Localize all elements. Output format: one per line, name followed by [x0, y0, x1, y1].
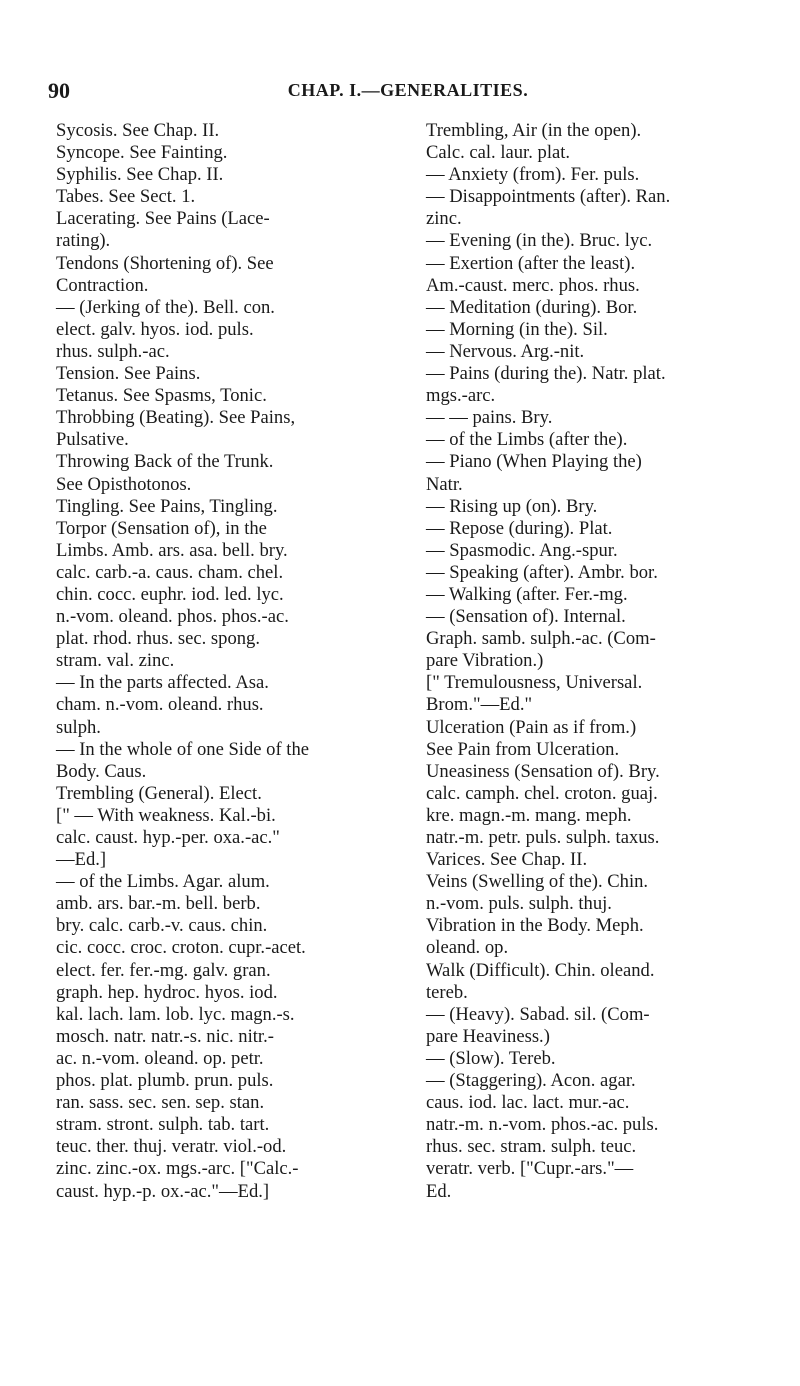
text-line: [" — With weakness. Kal.-bi.: [56, 804, 276, 826]
text-line: mgs.-arc.: [426, 385, 496, 407]
text-line: Pulsative.: [56, 429, 129, 451]
text-line: caust. hyp.-p. ox.-ac."—Ed.]: [56, 1180, 270, 1202]
text-line: pare Heaviness.): [426, 1025, 550, 1047]
text-line: elect. galv. hyos. iod. puls.: [56, 318, 254, 340]
text-line: Veins (Swelling of the). Chin.: [426, 871, 649, 893]
left-column: [56, 120, 396, 1203]
text-line: Lacerating. See Pains (Lace-: [56, 208, 270, 230]
text-line: Tabes. See Sect. 1.: [56, 186, 196, 208]
text-line: pare Vibration.): [426, 650, 544, 672]
text-line: — In the parts affected. Asa.: [56, 672, 269, 694]
text-line: caus. iod. lac. lact. mur.-ac.: [426, 1092, 630, 1114]
text-line: Syphilis. See Chap. II.: [56, 164, 224, 186]
text-line: rhus. sec. stram. sulph. teuc.: [426, 1136, 637, 1158]
text-line: — of the Limbs (after the).: [426, 429, 628, 451]
text-line: sulph.: [56, 716, 101, 738]
text-line: stram. stront. sulph. tab. tart.: [56, 1114, 270, 1136]
text-line: n.-vom. oleand. phos. phos.-ac.: [56, 606, 289, 628]
text-line: Trembling, Air (in the open).: [426, 120, 642, 141]
text-line: —Ed.]: [56, 849, 107, 871]
text-line: — Walking (after. Fer.-mg.: [426, 583, 628, 605]
text-line: See Opisthotonos.: [56, 473, 192, 495]
text-line: kre. magn.-m. mang. meph.: [426, 804, 632, 826]
text-line: Walk (Difficult). Chin. oleand.: [426, 959, 655, 981]
text-line: bry. calc. carb.-v. caus. chin.: [56, 915, 268, 937]
text-line: oleand. op.: [426, 937, 509, 959]
text-line: Syncope. See Fainting.: [56, 142, 228, 164]
text-line: — (Heavy). Sabad. sil. (Com-: [426, 1003, 650, 1025]
text-line: — Evening (in the). Bruc. lyc.: [426, 230, 653, 252]
text-line: n.-vom. puls. sulph. thuj.: [426, 893, 612, 915]
text-line: amb. ars. bar.-m. bell. berb.: [56, 893, 261, 915]
text-line: elect. fer. fer.-mg. galv. gran.: [56, 959, 271, 981]
text-line: Torpor (Sensation of), in the: [56, 517, 267, 539]
text-line: Uneasiness (Sensation of). Bry.: [426, 760, 660, 782]
text-line: calc. carb.-a. caus. cham. chel.: [56, 561, 284, 583]
text-line: Am.-caust. merc. phos. rhus.: [426, 274, 640, 296]
text-line: — In the whole of one Side of the: [56, 738, 310, 760]
text-line: kal. lach. lam. lob. lyc. magn.-s.: [56, 1003, 295, 1025]
text-line: — Morning (in the). Sil.: [426, 318, 608, 340]
text-line: Trembling (General). Elect.: [56, 782, 262, 804]
text-line: Tetanus. See Spasms, Tonic.: [56, 385, 267, 407]
text-line: ac. n.-vom. oleand. op. petr.: [56, 1047, 264, 1069]
text-line: veratr. verb. ["Cupr.-ars."—: [426, 1158, 634, 1180]
text-line: Body. Caus.: [56, 760, 147, 782]
text-line: ran. sass. sec. sen. sep. stan.: [56, 1092, 265, 1114]
text-line: Tension. See Pains.: [56, 363, 201, 385]
text-line: — Meditation (during). Bor.: [426, 296, 638, 318]
text-line: Brom."—Ed.": [426, 694, 533, 716]
running-head: CHAP. I.—GENERALITIES.: [287, 80, 529, 100]
text-line: calc. caust. hyp.-per. oxa.-ac.": [56, 827, 280, 848]
text-line: rhus. sulph.-ac.: [56, 340, 170, 362]
right-column: [426, 120, 766, 1203]
text-line: graph. hep. hydroc. hyos. iod.: [56, 981, 278, 1003]
text-line: Calc. cal. laur. plat.: [426, 142, 571, 164]
text-line: — Nervous. Arg.-nit.: [426, 340, 585, 362]
text-line: — Disappointments (after). Ran.: [426, 186, 671, 208]
text-line: — Spasmodic. Ang.-spur.: [426, 539, 618, 561]
text-line: Tendons (Shortening of). See: [56, 252, 274, 274]
text-line: Contraction.: [56, 274, 149, 296]
text-line: cic. cocc. croc. croton. cupr.-acet.: [56, 937, 306, 959]
text-line: teuc. ther. thuj. veratr. viol.-od.: [56, 1136, 287, 1158]
text-line: zinc. zinc.-ox. mgs.-arc. ["Calc.-: [56, 1158, 299, 1180]
page-header: [48, 78, 768, 104]
text-line: stram. val. zinc.: [56, 650, 175, 672]
text-line: phos. plat. plumb. prun. puls.: [56, 1070, 274, 1092]
text-line: — Anxiety (from). Fer. puls.: [426, 164, 640, 186]
text-line: tereb.: [426, 981, 468, 1003]
text-line: cham. n.-vom. oleand. rhus.: [56, 694, 264, 716]
text-line: calc. camph. chel. croton. guaj.: [426, 782, 658, 804]
text-line: — Repose (during). Plat.: [426, 517, 613, 539]
text-line: Graph. samb. sulph.-ac. (Com-: [426, 628, 656, 650]
text-line: Limbs. Amb. ars. asa. bell. bry.: [56, 539, 288, 561]
text-line: — (Slow). Tereb.: [426, 1047, 556, 1069]
text-line: Vibration in the Body. Meph.: [426, 915, 644, 937]
text-line: natr.-m. petr. puls. sulph. taxus.: [426, 827, 660, 848]
text-line: mosch. natr. natr.-s. nic. nitr.-: [56, 1025, 274, 1047]
text-line: plat. rhod. rhus. sec. spong.: [56, 628, 260, 650]
text-line: Sycosis. See Chap. II.: [56, 120, 220, 141]
text-line: zinc.: [426, 208, 462, 230]
text-line: — (Staggering). Acon. agar.: [426, 1070, 636, 1092]
text-line: Throbbing (Beating). See Pains,: [56, 407, 296, 429]
text-line: — — pains. Bry.: [426, 407, 553, 429]
text-line: — (Sensation of). Internal.: [426, 606, 626, 628]
text-line: Throwing Back of the Trunk.: [56, 451, 274, 473]
text-line: Varices. See Chap. II.: [426, 849, 588, 871]
text-line: — Rising up (on). Bry.: [426, 495, 598, 517]
text-line: — Pains (during the). Natr. plat.: [426, 363, 666, 385]
text-line: Ed.: [426, 1180, 452, 1202]
text-line: — Piano (When Playing the): [426, 451, 642, 473]
text-line: Tingling. See Pains, Tingling.: [56, 495, 278, 517]
text-line: — Exertion (after the least).: [426, 252, 636, 274]
text-line: — (Jerking of the). Bell. con.: [56, 296, 275, 318]
text-line: [" Tremulousness, Universal.: [426, 672, 643, 694]
text-line: chin. cocc. euphr. iod. led. lyc.: [56, 583, 284, 605]
text-line: — Speaking (after). Ambr. bor.: [426, 561, 658, 583]
text-line: rating).: [56, 230, 111, 252]
text-line: Ulceration (Pain as if from.): [426, 716, 637, 738]
text-line: — of the Limbs. Agar. alum.: [56, 871, 270, 893]
text-line: Natr.: [426, 473, 463, 495]
text-line: See Pain from Ulceration.: [426, 738, 620, 760]
text-line: natr.-m. n.-vom. phos.-ac. puls.: [426, 1114, 659, 1136]
page-number: 90: [48, 78, 70, 103]
